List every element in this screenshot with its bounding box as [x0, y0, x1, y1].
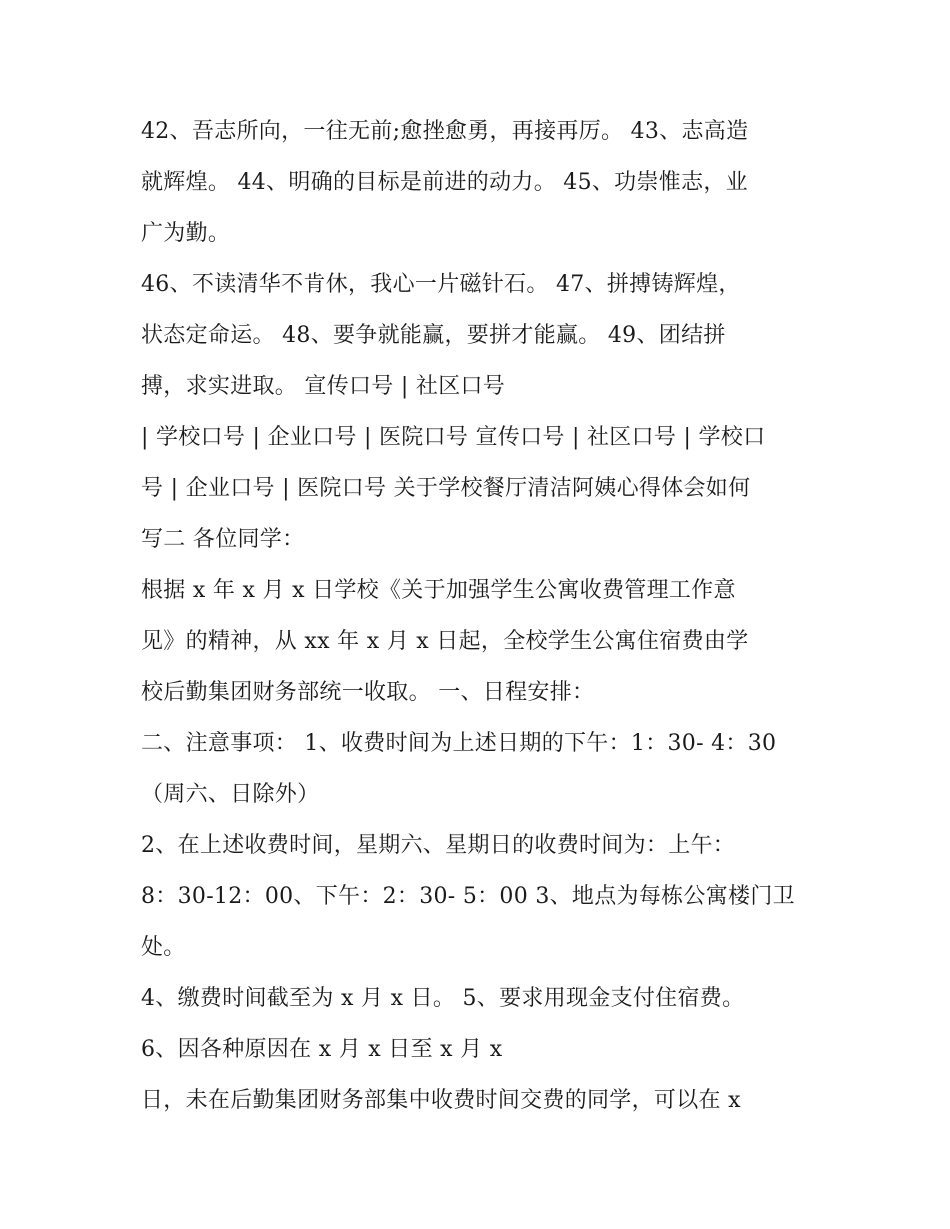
text-line: （周六、日除外）: [141, 782, 320, 807]
text-line: 4、缴费时间截至为 x 月 x 日。 5、要求用现金支付住宿费。: [141, 986, 745, 1011]
text-line: 8：30-12：00、下午：2：30- 5：00 3、地点为每栋公寓楼门卫: [141, 884, 795, 909]
text-line: 6、因各种原因在 x 月 x 日至 x 月 x: [141, 1037, 503, 1062]
text-line: 写二 各位同学：: [141, 527, 305, 552]
text-line: 46、不读清华不肯休，我心一片磁针石。 47、拼搏铸辉煌，: [141, 272, 741, 297]
text-line: | 学校口号 | 企业口号 | 医院口号 宣传口号 | 社区口号 | 学校口: [141, 425, 766, 450]
text-line: 二、注意事项： 1、收费时间为上述日期的下午：1：30- 4：30: [141, 731, 777, 756]
text-line: 日，未在后勤集团财务部集中收费时间交费的同学，可以在 x: [141, 1088, 741, 1113]
text-line: 见》的精神，从 xx 年 x 月 x 日起，全校学生公寓住宿费由学: [141, 629, 749, 654]
text-line: 号 | 企业口号 | 医院口号 关于学校餐厅清洁阿姨心得体会如何: [141, 476, 751, 501]
text-line: 校后勤集团财务部统一收取。 一、日程安排：: [141, 680, 595, 705]
text-line: 根据 x 年 x 月 x 日学校《关于加强学生公寓收费管理工作意: [141, 578, 736, 603]
document-body: [141, 106, 816, 1126]
text-line: 搏，求实进取。 宣传口号 | 社区口号: [141, 374, 506, 399]
text-line: 广为勤。: [141, 221, 231, 246]
text-line: 42、吾志所向，一往无前;愈挫愈勇，再接再厉。 43、志高造: [141, 119, 749, 144]
text-line: 处。: [141, 935, 186, 960]
text-line: 状态定命运。 48、要争就能赢，要拼才能赢。 49、团结拼: [141, 323, 726, 348]
text-line: 2、在上述收费时间，星期六、星期日的收费时间为：上午：: [141, 833, 736, 858]
text-line: 就辉煌。 44、明确的目标是前进的动力。 45、功崇惟志，业: [141, 170, 748, 195]
